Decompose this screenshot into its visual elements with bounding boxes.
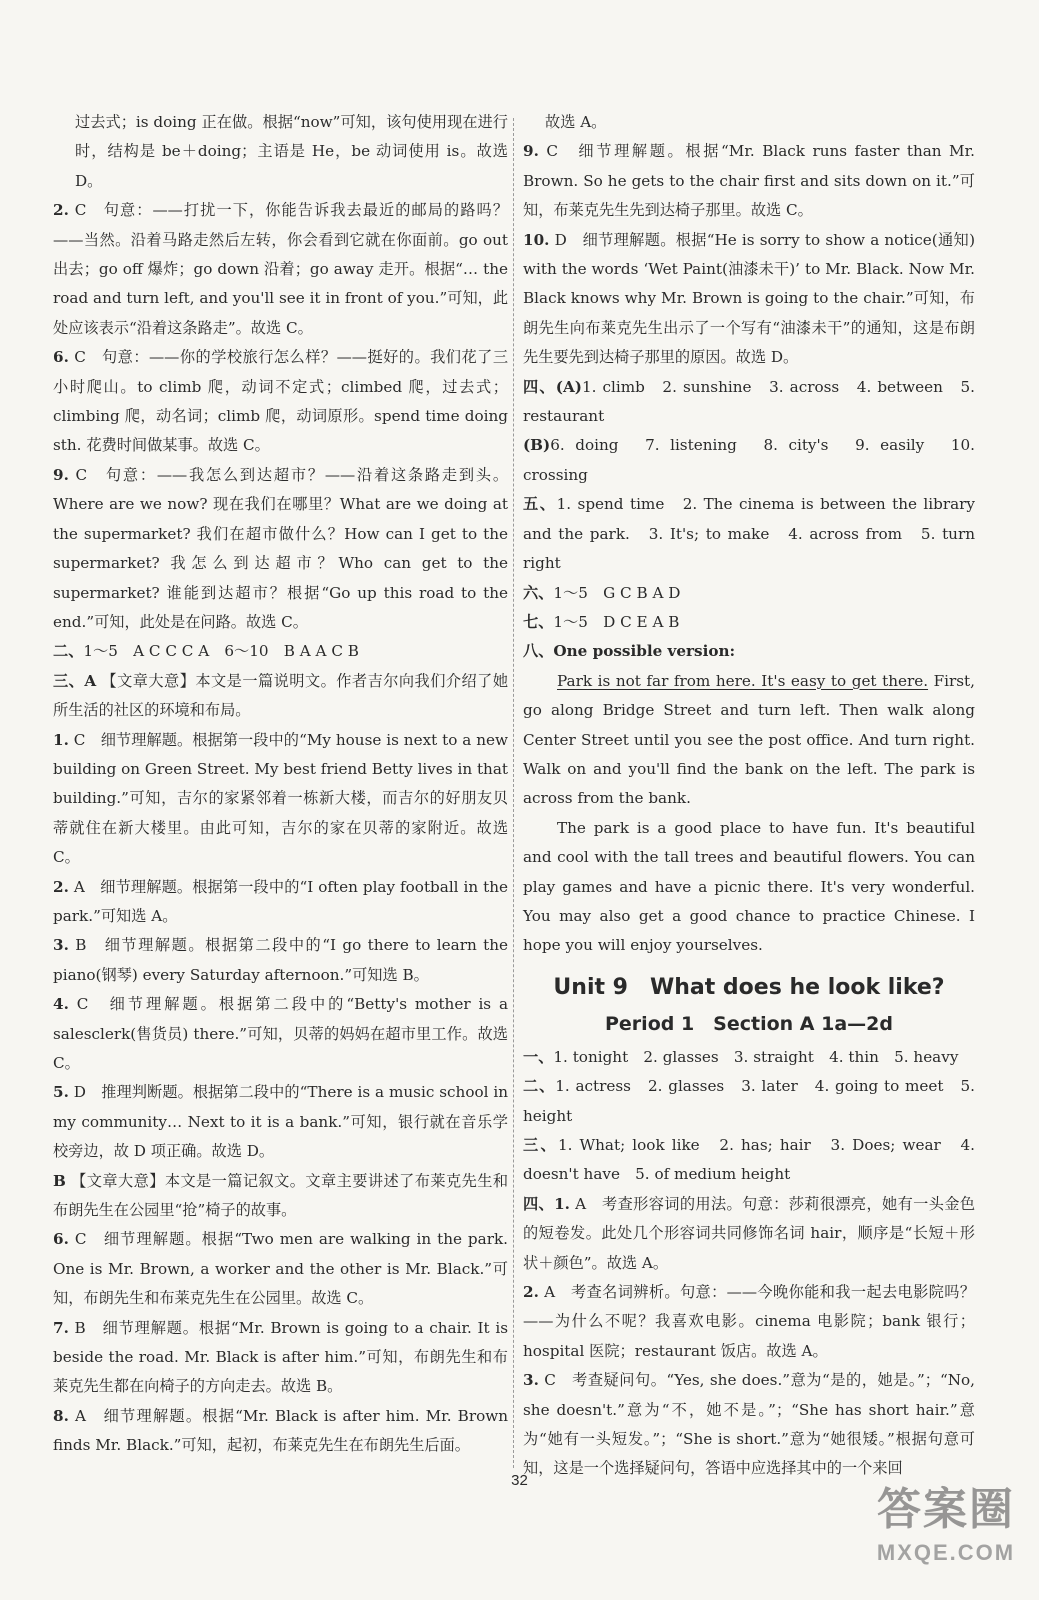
answer-marker: 9. [53,465,69,484]
answer-text: 过去式；is doing 正在做。根据“now”可知，该句使用现在进行时，结构是 be＋doing；主语是 He，be 动词使用 is。故选 D。 [75,113,508,190]
answer-item [53,726,508,873]
answer-item [523,1366,975,1484]
answer-item [523,431,975,490]
answer-marker: 七、 [523,612,554,631]
answer-item [53,1078,508,1166]
answer-marker: 10. [523,230,550,249]
answer-text: B 细节理解题。根据“Mr. Brown is going to a chair. It is beside the road. Mr. Black is after him.”可知，布朗先生和布莱克先生都在向椅子的方向走去。故选 B。 [53,1318,508,1396]
answer-item [53,461,508,637]
answer-text: 【文章大意】本文是一篇说明文。作者吉尔向我们介绍了她所生活的社区的环境和布局。 [53,671,508,720]
answer-text: One possible version: [553,642,736,661]
answer-item [523,373,975,432]
answer-marker: 四、(A) [523,377,582,396]
watermark-url: MXQE.COM [876,1540,1016,1565]
watermark-logo-text: 答案圈 [877,1484,1015,1535]
answer-item [53,1225,508,1313]
answer-item [523,1131,975,1190]
unit-title: Unit 9 What does he look like? [553,974,945,1000]
left-column [53,108,508,1461]
answer-text: 1. What; look like 2. has; hair 3. Does; wear 4. doesn't have 5. of medium height [523,1136,975,1184]
answer-text: A 细节理解题。根据第一段中的“I often play football in the park.”可知选 A。 [53,877,508,925]
answer-item [523,490,975,578]
answer-text: 1～5 D C E A B [553,612,680,631]
answer-item [53,1402,508,1461]
answer-text: A 细节理解题。根据“Mr. Black is after him. Mr. Brown finds Mr. Black.”可知，起初，布莱克先生在布朗先生后面。 [53,1406,509,1455]
essay-paragraph [523,667,975,814]
essay-text: The park is a good place to have fun. It's beautiful and cool with the tall trees and beautiful flowers. You can play games and have a picnic there. It's very wonderful. You may also get a good chance to practice Chinese. I hope you will enjoy yourselves. [523,818,975,955]
answer-text: C 细节理解题。根据第一段中的“My house is next to a new building on Green Street. My best friend Betty lives in that building.”可知，吉尔的家紧邻着一栋新大楼，而吉尔的好朋友贝蒂就住在新大楼里。由此可知，吉尔的家在贝蒂的家附近。故选 C。 [53,730,508,867]
answer-marker: (B) [523,436,551,455]
answer-item [53,1314,508,1402]
answer-item [523,637,975,666]
answer-marker: 6. [53,348,69,367]
answer-marker: 2. [523,1283,539,1302]
answer-marker: 3. [53,936,69,955]
answer-item [53,931,508,990]
answer-item [53,873,508,932]
answer-marker: 八、 [523,642,554,661]
period-title: Period 1 Section A 1a—2d [605,1012,893,1035]
answer-item [523,1278,975,1366]
answer-item [523,108,975,137]
answer-item [53,196,508,343]
answer-item [53,1167,508,1226]
right-column [523,108,975,1484]
answer-marker: 2. [53,877,69,896]
answer-marker: 1. [53,730,69,749]
answer-text: 1. tonight 2. glasses 3. straight 4. thin 5. heavy [553,1047,959,1066]
answer-item [523,579,975,608]
answer-marker: 四、1. [523,1194,570,1213]
answer-text: 1. actress 2. glasses 3. later 4. going to meet 5. height [523,1077,975,1125]
answer-text: C 句意：——打扰一下，你能告诉我去最近的邮局的路吗？——当然。沿着马路走然后左转，你会看到它就在你面前。go out 出去；go off 爆炸；go down 沿着；go away 走开。根据“… the road and turn left, and you'll see it in front of you.”可知，此处应该表示“沿着这条路走”。故选 C。 [53,201,509,337]
column-divider [513,118,514,1468]
answer-item [53,667,508,726]
answer-marker: 二、 [53,642,84,661]
answer-text: C 句意：——我怎么到达超市？——沿着这条路走到头。Where are we now? 现在我们在哪里？What are we doing at the supermarket? 我们在超市做什么？How can I get to the supermarket? 我怎么到达超市？Who can get to the supermarket? 谁能到达超市？根据“Go up this road to the end.”可知，此处是在问路。故选 C。 [53,465,509,631]
answer-text: B 细节理解题。根据第二段中的“I go there to learn the piano(钢琴) every Saturday afternoon.”可知选 B。 [53,936,508,984]
answer-text: 6. doing 7. listening 8. city's 9. easily 10. crossing [523,436,975,484]
answer-text: C 细节理解题。根据“Two men are walking in the park. One is Mr. Brown, a worker and the other is Mr. Black.”可知，布朗先生和布莱克先生在公园里。故选 C。 [53,1230,508,1308]
answer-text: A 考查形容词的用法。句意：莎莉很漂亮，她有一头金色的短卷发。此处几个形容词共同修饰名词 hair，顺序是“长短＋形状＋颜色”。故选 A。 [523,1194,976,1272]
answer-text: 1～5 A C C C A 6～10 B A A C B [83,642,359,661]
answer-marker: 9. [523,142,539,161]
answer-marker: B [53,1171,66,1190]
answer-marker: 7. [53,1318,69,1337]
answer-marker: 5. [53,1083,69,1102]
answer-text: 1. spend time 2. The cinema is between the library and the park. 3. It's; to make 4. across from 5. turn right [523,495,975,573]
answer-text: C 考查疑问句。“Yes, she does.”意为“是的，她是。”；“No, she doesn't.”意为“不，她不是。”；“She has short hair.”意为“她有一头短发。”；“She is short.”意为“她很矮。”根据句意可知，这是一个选择疑问句，答语中应选择其中的一个来回 [523,1371,976,1478]
answer-text: A 考查名词辨析。句意：——今晚你能和我一起去电影院吗？——为什么不呢？我喜欢电影。cinema 电影院；bank 银行；hospital 医院；restaurant 饭店。故选 A。 [523,1283,976,1360]
answer-item [523,1072,975,1131]
answer-marker: 4. [53,995,69,1014]
answer-item [53,637,508,666]
answer-marker: 3. [523,1371,539,1390]
answer-marker: 2. [53,201,69,220]
essay-underlined-sentence: Park is not far from here. It's easy to get there. [557,671,929,690]
answer-item [523,226,975,373]
answer-marker: 三、 [523,1136,558,1154]
answer-item [53,990,508,1078]
answer-text: D 推理判断题。根据第二段中的“There is a music school in my community… Next to it is a bank.”可知，银行就在音乐学校旁边，故 D 项正确。故选 D。 [53,1083,509,1161]
essay-text: First, go along Bridge Street and turn left. Then walk along Center Street until you see the post office. And turn right. Walk on and you'll find the bank on the left. The park is across from the bank. [523,671,975,808]
answer-item [53,108,508,196]
answer-marker: 8. [53,1406,69,1425]
answer-text: 1～5 G C B A D [553,583,681,602]
answer-item [523,608,975,637]
answer-text: 故选 A。 [545,113,607,131]
answer-marker: 六、 [523,583,554,602]
watermark-logo [871,1480,1021,1590]
answer-marker: 一、 [523,1047,554,1066]
essay-paragraph [523,814,975,961]
answer-marker: 6. [53,1230,69,1249]
answer-text: C 细节理解题。根据第二段中的“Betty's mother is a salesclerk(售货员) there.”可知，贝蒂的妈妈在超市里工作。故选 C。 [53,995,509,1072]
answer-text: C 细节理解题。根据“Mr. Black runs faster than Mr. Brown. So he gets to the chair first and sits down on it.”可知，布莱克先生先到达椅子那里。故选 C。 [523,142,975,220]
page-number: 32 [511,1472,528,1489]
answer-item [523,1190,975,1278]
answer-item [523,1043,975,1072]
answer-marker: 三、A [53,671,97,690]
answer-text: C 句意：——你的学校旅行怎么样？——挺好的。我们花了三小时爬山。to climb 爬，动词不定式；climbed 爬，过去式；climbing 爬，动名词；climb 爬，动词原形。spend time doing sth. 花费时间做某事。故选 C。 [53,348,509,455]
answer-item [523,137,975,225]
answer-text: 【文章大意】本文是一篇记叙文。文章主要讲述了布莱克先生和布朗先生在公园里“抢”椅子的故事。 [53,1171,509,1220]
answer-text: D 细节理解题。根据“He is sorry to show a notice(通知) with the words ‘Wet Paint(油漆未干)’ to Mr. Black. Now Mr. Black knows why Mr. Brown is going to the chair.”可知，布朗先生向布莱克先生出示了一个写有“油漆未干”的通知，这是布朗先生要先到达椅子那里的原因。故选 D。 [523,230,975,367]
answer-item [53,343,508,461]
answer-marker: 二、 [523,1077,556,1096]
answer-marker: 五、 [523,495,557,514]
answer-text: 1. climb 2. sunshine 3. across 4. between 5. restaurant [523,377,975,426]
